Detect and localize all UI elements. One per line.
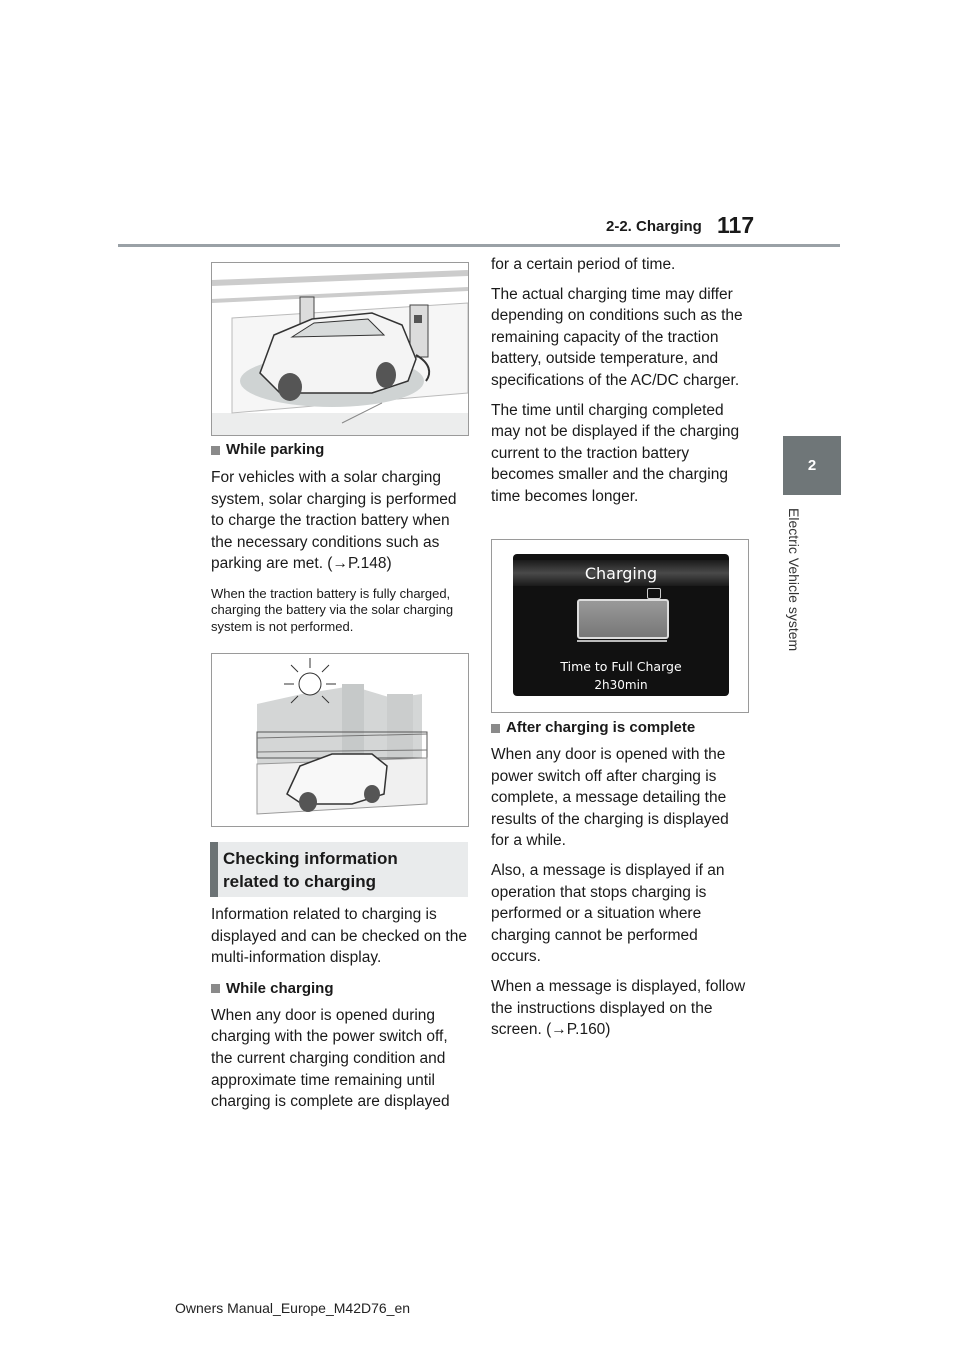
while-parking-note: When the traction battery is fully charged, charging the battery via the solar charging system is not performed. (211, 585, 454, 634)
while-parking-block (211, 440, 469, 635)
bullet-square-icon (211, 446, 220, 455)
while-parking-heading-text: While parking (226, 441, 325, 458)
chapter-title: Electric Vehicle system (786, 508, 802, 652)
charging-station-illustration (211, 262, 469, 436)
display-subtitle: Time to Full Charge (560, 659, 682, 674)
footer-text: Owners Manual_Europe_M42D76_en (175, 1300, 411, 1316)
bullet-square-icon (491, 724, 500, 733)
after-charging-block (491, 718, 749, 1041)
right-column-text (491, 254, 749, 508)
time-not-displayed-paragraph: The time until charging completed may not be displayed if the charging current to the traction battery becomes smaller and the charging time becomes longer. (491, 401, 740, 505)
intro-paragraph: Information related to charging is displayed and can be checked on the multi-information display. (211, 906, 467, 967)
after-charging-heading (491, 718, 749, 738)
section-heading-box (210, 842, 468, 897)
battery-level-icon (577, 599, 669, 639)
section-heading-title: Checking information related to charging (223, 849, 398, 891)
display-time: 2h30min (594, 678, 648, 692)
after-charging-paragraph-3: When a message is displayed, follow the instructions displayed on the screen. (→P.160) (491, 977, 746, 1039)
section-heading-bar (210, 842, 218, 897)
chapter-number: 2 (807, 457, 817, 474)
while-charging-heading (211, 979, 469, 999)
while-charging-heading-text: While charging (226, 979, 334, 997)
while-charging-paragraph: When any door is opened during charging with the power switch off, the current charging condition and approximate time remaining until charging is complete are displayed (211, 1006, 450, 1111)
after-charging-paragraph-1: When any door is opened with the power switch off after charging is complete, a message detailing the results of the charging is displayed for a while. (491, 746, 729, 850)
display-title: Charging (584, 564, 658, 583)
continuation-paragraph: for a certain period of time. (491, 256, 676, 273)
section-header: 2-2. Charging (606, 218, 702, 235)
charging-time-paragraph: The actual charging time may differ depending on conditions such as the remaining capacity of the traction battery, outside temperature, and specifications of the AC/DC charger. (491, 285, 743, 389)
while-parking-heading (211, 440, 469, 460)
display-screen (513, 554, 729, 696)
chapter-tab[interactable] (783, 436, 841, 495)
bullet-square-icon (211, 984, 220, 993)
after-charging-paragraph-2: Also, a message is displayed if an operation that stops charging is performed or a situation where charging cannot be performed occurs. (491, 861, 725, 966)
page-number: 117 (717, 212, 755, 238)
header-rule (118, 244, 840, 247)
solar-charging-illustration (211, 653, 469, 827)
plug-icon (647, 588, 661, 599)
battery-scale (577, 640, 667, 642)
multi-information-display-figure (491, 539, 749, 713)
while-parking-paragraph: For vehicles with a solar charging system, solar charging is performed to charge the traction battery when the necessary conditions such as parking are met. (→P.148) (211, 469, 457, 573)
after-charging-heading-text: After charging is complete (506, 719, 696, 736)
charging-info-block (211, 904, 469, 1113)
